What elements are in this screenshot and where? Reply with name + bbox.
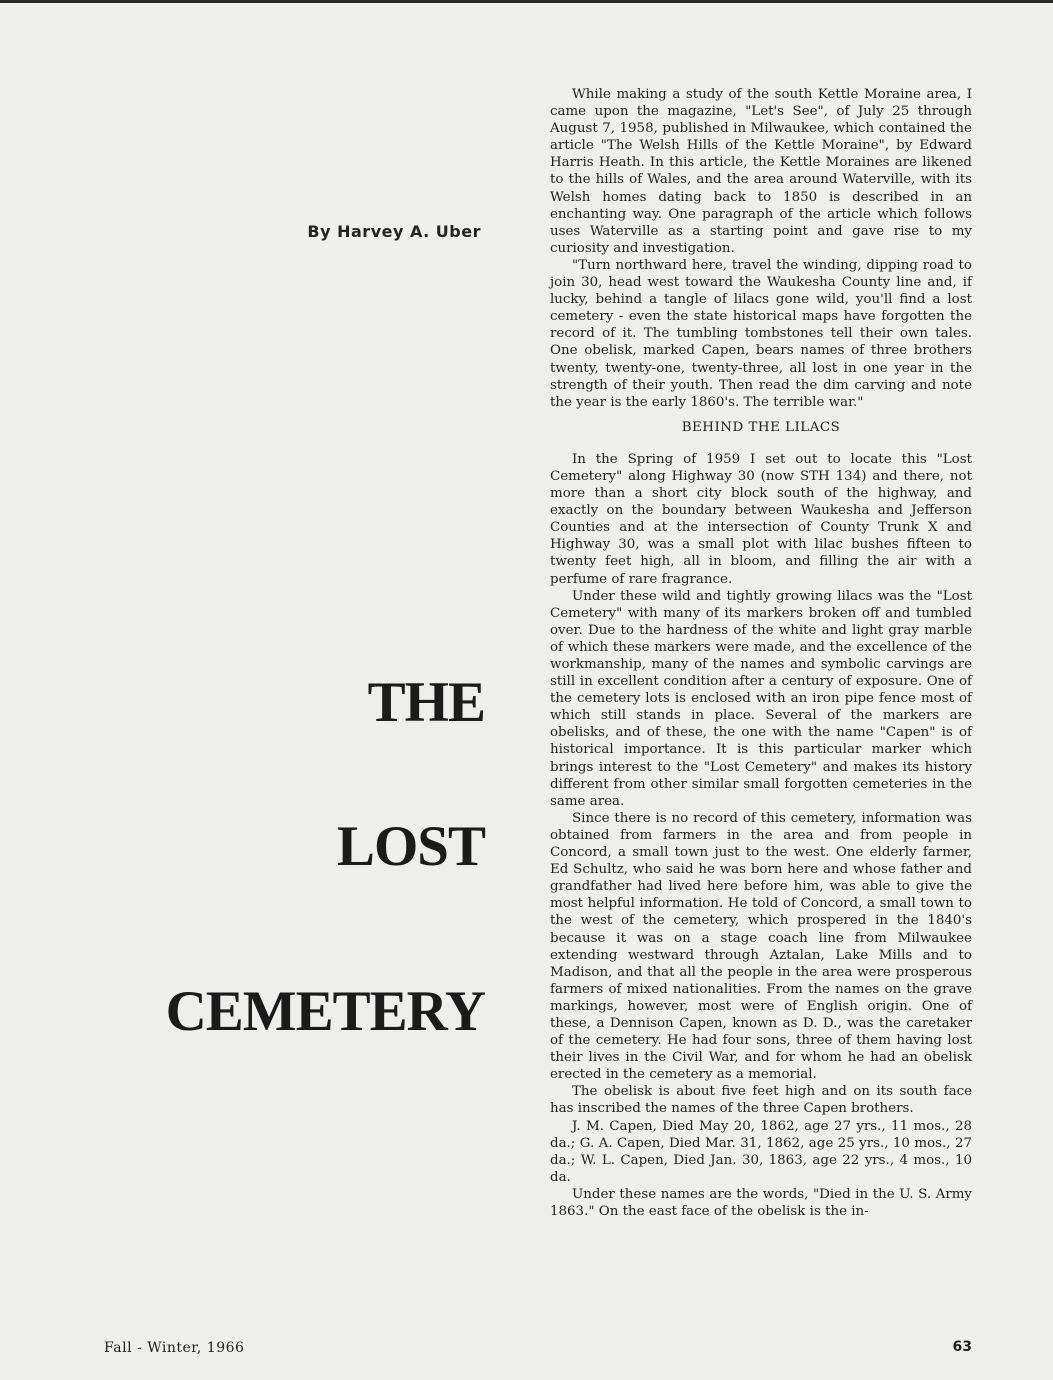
top-border bbox=[0, 0, 1053, 3]
body-paragraph-6: The obelisk is about five feet high and on its south face has inscribed the names of the three Capen brothers. bbox=[550, 1084, 972, 1117]
body-paragraph-1: While making a study of the south Kettle Moraine area, I came upon the magazine, "Let's See", of July 25 through August 7, 1958, published in Milwaukee, which contained the article "The Welsh Hills of the Kettle Moraine", by Edward Harris Heath. In this article, the Kettle Moraines are likened to the hills of Wales, and the area around Waterville, with its Welsh homes dating back to 1850 is described in an enchanting way. One paragraph of the article which follows uses Waterville as a starting point and gave rise to my curiosity and investigation. bbox=[550, 87, 972, 256]
section-heading: BEHIND THE LILACS bbox=[681, 419, 841, 435]
page-number: 63 bbox=[952, 1339, 972, 1355]
issue-footer: Fall - Winter, 1966 bbox=[104, 1340, 245, 1356]
title-line-3: CEMETERY bbox=[165, 980, 485, 1043]
body-paragraph-4: Under these wild and tightly growing lilacs was the "Lost Cemetery" with many of its markers broken off and tumbled over. Due to the hardness of the white and light gray marble of which these markers were made, and the excellence of the workmanship, many of the names and symbolic carvings are still in excellent condition after a century of exposure. One of the cemetery lots is enclosed with an iron pipe fence most of which still stands in place. Several of the markers are obelisks, and of these, the one with the name "Capen" is of historical importance. It is this particular marker which brings interest to the "Lost Cemetery" and makes its history different from other similar small forgotten cemeteries in the same area. bbox=[550, 588, 972, 809]
body-paragraph-2: "Turn northward here, travel the winding, dipping road to join 30, head west toward the Waukesha County line and, if lucky, behind a tangle of lilacs gone wild, you'll find a lost cemetery - even the state historical maps have forgotten the record of it. The tumbling tombstones tell their own tales. One obelisk, marked Capen, bears names of three brothers twenty, twenty-one, twenty-three, all lost in one year in the strength of their youth. Then read the dim carving and note the year is the early 1860's. The terrible war." bbox=[550, 257, 972, 410]
article-body bbox=[550, 86, 972, 1220]
body-paragraph-8: Under these names are the words, "Died in the U. S. Army 1863." On the east face of the obelisk is the in- bbox=[550, 1186, 972, 1219]
body-paragraph-3: In the Spring of 1959 I set out to locate this "Lost Cemetery" along Highway 30 (now STH 134) and there, not more than a short city block south of the highway, and exactly on the boundary between Waukesha and Jefferson Counties and at the intersection of County Trunk X and Highway 30, was a small plot with lilac bushes fifteen to twenty feet high, all in bloom, and filling the air with a perfume of rare fragrance. bbox=[550, 451, 972, 587]
title-line-1: THE bbox=[367, 671, 485, 734]
body-paragraph-5: Since there is no record of this cemetery, information was obtained from farmers in the area and from people in Concord, a small town just to the west. One elderly farmer, Ed Schultz, who said he was born here and whose father and grandfather had lived here before him, was able to give the most helpful information. He told of Concord, a small town to the west of the cemetery, which prospered in the 1840's because it was on a stage coach line from Milwaukee extending westward through Aztalan, Lake Mills and to Madison, and that all the people in the area were prosperous farmers of mixed nationalities. From the names on the grave markings, however, most were of English origin. One of these, a Dennison Capen, known as D. D., was the caretaker of the cemetery. He had four sons, three of them having lost their lives in the Civil War, and for whom he had an obelisk erected in the cemetery as a memorial. bbox=[550, 810, 972, 1083]
title-line-2: LOST bbox=[336, 815, 485, 878]
body-paragraph-7: J. M. Capen, Died May 20, 1862, age 27 yrs., 11 mos., 28 da.; G. A. Capen, Died Mar. 31, 1862, age 25 yrs., 10 mos., 27 da.; W. L. Capen, Died Jan. 30, 1863, age 22 yrs., 4 mos., 10 da. bbox=[550, 1118, 972, 1185]
author-byline: By Harvey A. Uber bbox=[307, 222, 481, 241]
